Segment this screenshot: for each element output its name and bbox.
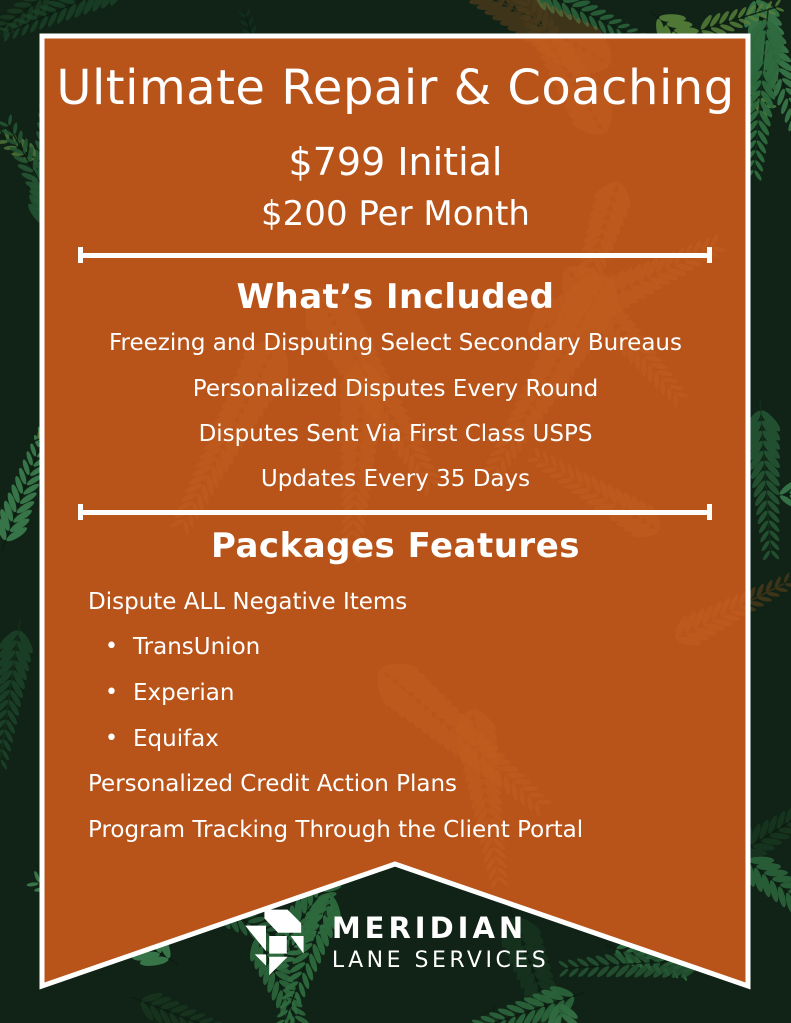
bureau-list-item bbox=[105, 726, 219, 752]
logo-brand-name: MERIDIAN bbox=[331, 911, 528, 946]
divider-endcap-right bbox=[707, 247, 712, 263]
divider-endcap-right bbox=[707, 504, 712, 520]
meridian-logo-mark-icon bbox=[242, 903, 314, 985]
flyer-title: Ultimate Repair & Coaching bbox=[56, 60, 735, 116]
logo-top-ribbon bbox=[264, 910, 301, 933]
bullet-dot: • bbox=[105, 680, 118, 705]
bureau-list-item bbox=[105, 634, 260, 660]
whats-included-heading: What’s Included bbox=[236, 277, 555, 317]
logo-left-small-triangle bbox=[255, 954, 266, 965]
section-divider-top bbox=[78, 247, 712, 263]
bureau-label: Equifax bbox=[132, 726, 219, 752]
included-item: Personalized Disputes Every Round bbox=[192, 376, 599, 402]
divider-line bbox=[83, 253, 707, 258]
brand-logo bbox=[0, 903, 791, 985]
bureau-label: TransUnion bbox=[132, 634, 261, 660]
logo-wordmark bbox=[332, 913, 549, 974]
bullet-dot: • bbox=[105, 634, 118, 659]
divider-line bbox=[83, 510, 707, 515]
logo-right-triangle bbox=[291, 936, 304, 954]
logo-center-square bbox=[269, 936, 287, 954]
feature-item: Program Tracking Through the Client Portal bbox=[88, 817, 584, 843]
feature-lead-item: Dispute ALL Negative Items bbox=[88, 589, 408, 615]
bureau-list-item bbox=[105, 680, 234, 706]
feature-item: Personalized Credit Action Plans bbox=[88, 771, 458, 797]
price-initial: $799 Initial bbox=[288, 140, 503, 184]
logo-bottom-triangle bbox=[269, 957, 287, 975]
bullet-dot: • bbox=[105, 726, 118, 751]
included-item: Freezing and Disputing Select Secondary Bureaus bbox=[109, 330, 682, 356]
included-item: Updates Every 35 Days bbox=[260, 466, 531, 492]
bureau-label: Experian bbox=[132, 680, 235, 706]
logo-tagline: LANE SERVICES bbox=[331, 948, 550, 974]
section-divider-bottom bbox=[78, 504, 712, 520]
included-item: Disputes Sent Via First Class USPS bbox=[198, 421, 593, 447]
logo-left-triangle bbox=[245, 926, 266, 952]
package-features-heading: Packages Features bbox=[210, 526, 580, 566]
price-monthly: $200 Per Month bbox=[261, 194, 530, 234]
